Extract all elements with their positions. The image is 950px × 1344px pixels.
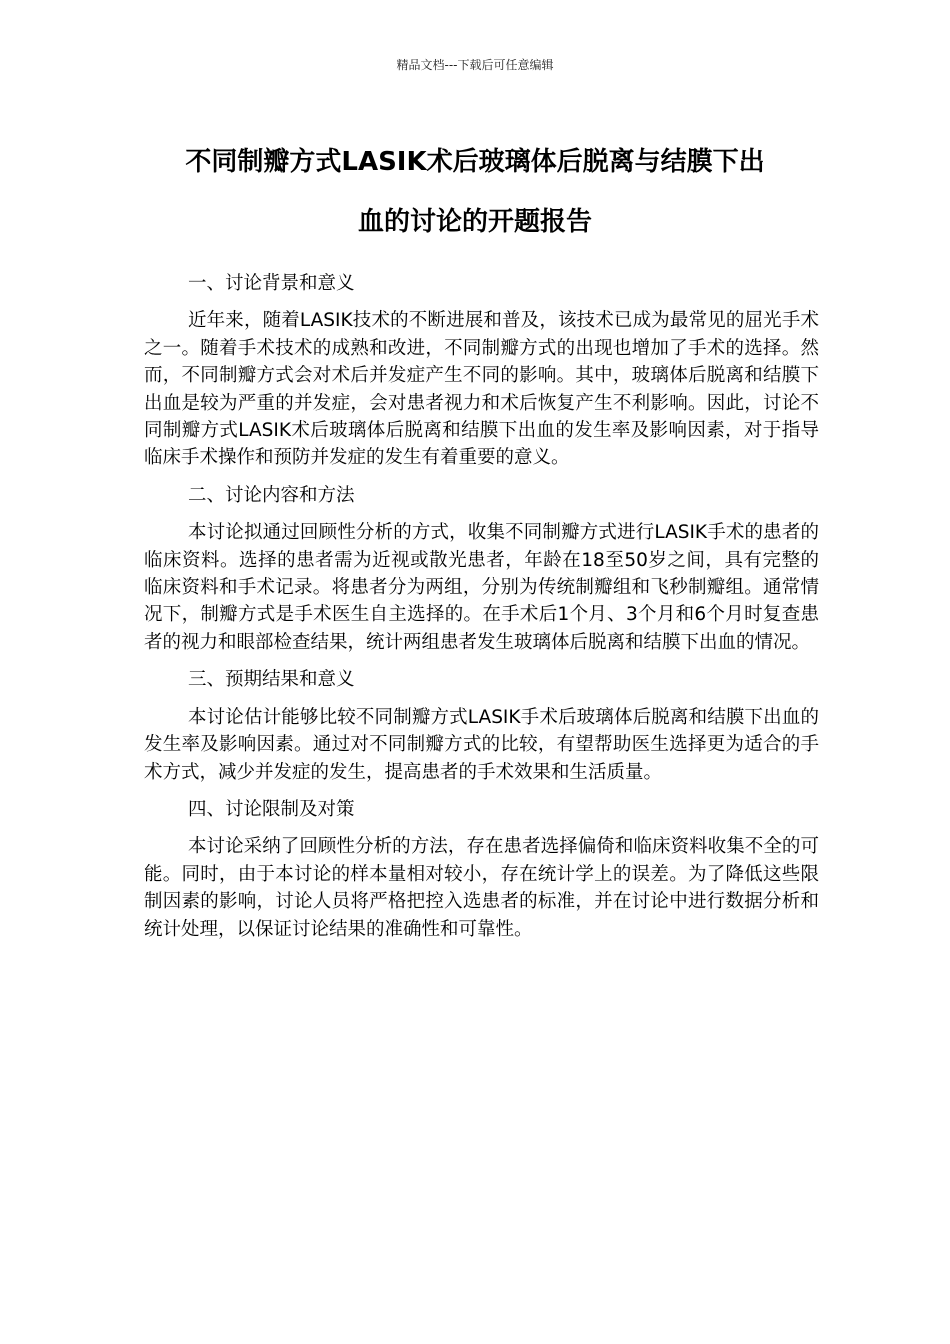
title-line-1: 不同制瓣方式LASIK术后玻璃体后脱离与结膜下出 bbox=[185, 147, 765, 177]
section-paragraph-expected-results: 本讨论估计能够比较不同制瓣方式LASIK手术后玻璃体后脱离和结膜下出血的发生率及影响因素。通过对不同制瓣方式的比较，有望帮助医生选择更为适合的手术方式，减少并发症的发生，提高患者的手术效果和生活质量。 bbox=[144, 706, 819, 783]
section-heading-background: 一、讨论背景和意义 bbox=[188, 273, 355, 294]
section-heading-content-method: 二、讨论内容和方法 bbox=[188, 484, 355, 506]
section-paragraph-background: 近年来，随着LASIK技术的不断进展和普及，该技术已成为最常见的屈光手术之一。随着手术技术的成熟和改进，不同制瓣方式的出现也增加了手术的选择。然而，不同制瓣方式会对术后并发症产生不同的影响。其中，玻璃体后脱离和结膜下出血是较为严重的并发症，会对患者视力和术后恢复产生不利影响。因此，讨论不同制瓣方式LASIK术后玻璃体后脱离和结膜下出血的发生率及影响因素，对于指导临床手术操作和预防并发症的发生有着重要的意义。 bbox=[144, 310, 819, 469]
section-paragraph-content-method: 本讨论拟通过回顾性分析的方式，收集不同制瓣方式进行LASIK手术的患者的临床资料。选择的患者需为近视或散光患者，年龄在18至50岁之间，具有完整的临床资料和手术记录。将患者分为两组，分别为传统制瓣组和飞秒制瓣组。通常情况下，制瓣方式是手术医生自主选择的。在手术后1个月、3个月和6个月时复查患者的视力和眼部检查结果，统计两组患者发生玻璃体后脱离和结膜下出血的情况。 bbox=[144, 522, 819, 653]
section-paragraph-limitations: 本讨论采纳了回顾性分析的方法，存在患者选择偏倚和临床资料收集不全的可能。同时，由于本讨论的样本量相对较小，存在统计学上的误差。为了降低这些限制因素的影响，讨论人员将严格把控入选患者的标准，并在讨论中进行数据分析和统计处理，以保证讨论结果的准确性和可靠性。 bbox=[144, 836, 819, 940]
section-heading-expected-results: 三、预期结果和意义 bbox=[188, 669, 355, 691]
document-title bbox=[140, 132, 810, 252]
document-body bbox=[144, 270, 819, 953]
header-note: 精品文档---下载后可任意编辑 bbox=[396, 58, 554, 72]
title-line-2: 血的讨论的开题报告 bbox=[357, 207, 592, 237]
section-heading-limitations: 四、讨论限制及对策 bbox=[188, 798, 355, 820]
